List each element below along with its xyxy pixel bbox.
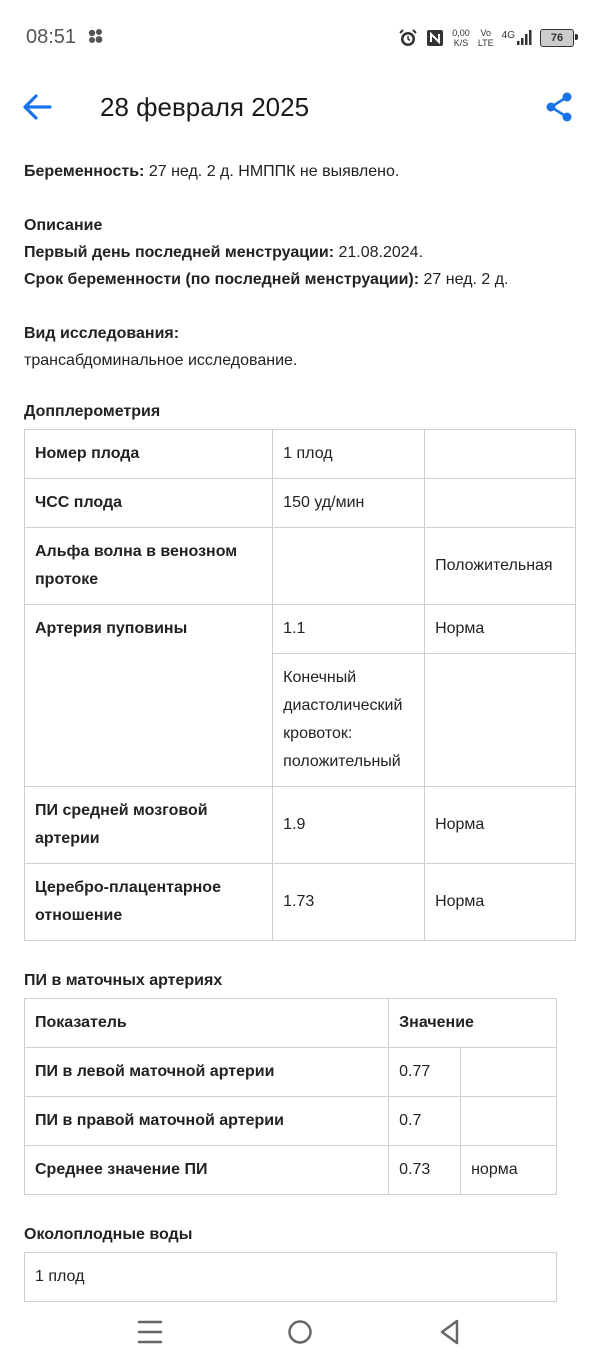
table-cell-value: 1.1 — [273, 605, 425, 654]
uterine-title: ПИ в маточных артериях — [24, 972, 223, 989]
table-cell-note: Норма — [425, 864, 576, 941]
nfc-icon — [426, 29, 444, 47]
study-value: трансабдоминальное исследование. — [24, 352, 298, 369]
uterine-table — [24, 998, 557, 1195]
table-cell-label: ПИ в правой маточной артерии — [25, 1097, 389, 1146]
doppler-title: Допплерометрия — [24, 403, 161, 420]
signal-indicator — [502, 30, 532, 46]
table-cell-empty — [425, 654, 576, 787]
table-cell-note — [425, 430, 576, 479]
pregnancy-label: Беременность: — [24, 163, 145, 180]
status-time — [26, 26, 106, 49]
lmp-label: Первый день последней менструации: — [24, 244, 335, 261]
table-cell-label: Альфа волна в венозном протоке — [25, 528, 273, 605]
nav-back-icon — [432, 1314, 468, 1350]
volte-sub: LTE — [477, 38, 494, 48]
arrow-back-icon — [20, 90, 54, 124]
table-header-row — [25, 999, 557, 1048]
table-cell-label: Среднее значение ПИ — [25, 1146, 389, 1195]
table-row — [25, 1097, 557, 1146]
alarm-icon — [398, 28, 418, 48]
notification-icon — [86, 28, 106, 44]
pregnancy-summary — [24, 158, 576, 185]
table-cell-extra: Конечный диастолический кровоток: положительный — [273, 654, 425, 787]
study-heading: Вид исследования: — [24, 325, 180, 342]
share-icon — [542, 90, 576, 124]
description-heading: Описание — [24, 217, 103, 234]
pregnancy-value: 27 нед. 2 д. НМППК не выявлено. — [144, 163, 400, 180]
share-button[interactable] — [542, 90, 576, 124]
doppler-table — [24, 429, 576, 941]
table-row — [25, 430, 576, 479]
net-speed — [452, 28, 470, 48]
table-cell-value: 150 уд/мин — [273, 479, 425, 528]
menu-icon — [132, 1314, 168, 1350]
table-cell-label: ЧСС плода — [25, 479, 273, 528]
battery-icon — [540, 29, 574, 47]
clock-text: 08:51 — [26, 26, 77, 48]
table-row — [25, 605, 576, 654]
volte-indicator — [478, 28, 494, 48]
term-label: Срок беременности (по последней менструации): — [24, 271, 420, 288]
table-row — [25, 528, 576, 605]
home-icon — [282, 1314, 318, 1350]
status-bar — [0, 0, 600, 76]
table-cell-value — [273, 528, 425, 605]
table-cell-note — [425, 479, 576, 528]
home-button[interactable] — [282, 1314, 318, 1350]
table-cell-note: норма — [461, 1146, 557, 1195]
app-bar — [0, 76, 600, 140]
table-cell-label: Артерия пуповины — [25, 605, 273, 787]
system-nav-bar — [0, 1300, 600, 1366]
table-cell-value: 0.7 — [389, 1097, 461, 1146]
status-icons — [398, 26, 574, 50]
table-cell-label: Церебро-плацентарное отношение — [25, 864, 273, 941]
volte-text: Vo — [480, 28, 491, 38]
table-cell-value: 0.77 — [389, 1048, 461, 1097]
table-row — [25, 1253, 557, 1302]
network-type: 4G — [501, 30, 515, 41]
table-cell-label: ПИ средней мозговой артерии — [25, 787, 273, 864]
table-cell-note — [461, 1048, 557, 1097]
table-cell-value: 0.73 — [389, 1146, 461, 1195]
term-line — [24, 266, 576, 293]
net-speed-unit: K/S — [453, 38, 469, 48]
amniotic-title: Околоплодные воды — [24, 1226, 193, 1243]
table-row — [25, 1048, 557, 1097]
table-header-indicator: Показатель — [25, 999, 389, 1048]
table-cell-note — [461, 1097, 557, 1146]
menu-button[interactable] — [132, 1314, 168, 1350]
table-cell-value: 1.9 — [273, 787, 425, 864]
term-value: 27 нед. 2 д. — [419, 271, 509, 288]
table-header-value: Значение — [389, 999, 557, 1048]
lmp-value: 21.08.2024. — [334, 244, 424, 261]
table-row — [25, 787, 576, 864]
report-content — [24, 158, 576, 1302]
table-row — [25, 1146, 557, 1195]
nav-back-button[interactable] — [432, 1314, 468, 1350]
page-title: 28 февраля 2025 — [100, 92, 310, 122]
table-cell-label: ПИ в левой маточной артерии — [25, 1048, 389, 1097]
net-speed-value: 0,00 — [452, 28, 470, 38]
table-cell-note: Норма — [425, 787, 576, 864]
lmp-line — [24, 239, 576, 266]
battery-level: 76 — [550, 32, 564, 44]
table-cell-value: 1 плод — [273, 430, 425, 479]
table-cell-value: 1.73 — [273, 864, 425, 941]
amniotic-table — [24, 1252, 557, 1302]
signal-icon — [516, 30, 532, 46]
table-cell-value: 1 плод — [25, 1253, 557, 1302]
table-cell-label: Номер плода — [25, 430, 273, 479]
table-row — [25, 864, 576, 941]
table-row — [25, 479, 576, 528]
table-cell-note: Норма — [425, 605, 576, 654]
back-button[interactable] — [20, 90, 54, 124]
table-cell-note: Положительная — [425, 528, 576, 605]
